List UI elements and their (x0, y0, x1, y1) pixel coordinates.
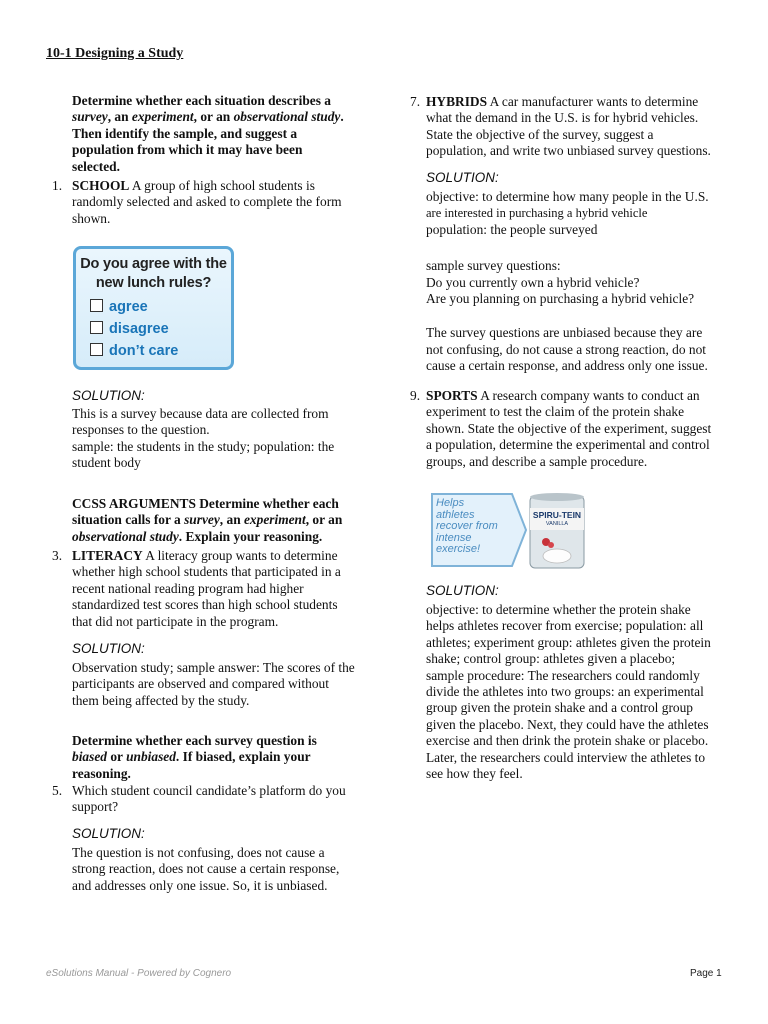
survey-form-image (73, 246, 234, 370)
question-3: LITERACY A literacy group wants to determine whether high school students that participated in a recent national reading program had higher standardized test scores than high school students that did not participate in the program. (72, 548, 341, 629)
survey-option-agree: agree (90, 296, 231, 318)
instructions-block-1: Determine whether each situation describes a survey, an experiment, or an observational study. Then identify the sample, and suggest a population from which it may have been selected. (72, 93, 344, 174)
question-7: HYBRIDS A car manufacturer wants to determine what the demand in the U.S. is for hybrid vehicles. State the objective of the survey, suggest a population, and write two unbiased survey questions. (426, 94, 711, 159)
solution-label: SOLUTION: (426, 583, 499, 598)
question-number: 5. (52, 783, 63, 798)
question-9: SPORTS A research company wants to conduct an experiment to test the claim of the protein shake shown. State the objective of the experiment, suggest a population, determine the experimental and control groups, and describe a sample procedure. (426, 388, 712, 469)
solution-label: SOLUTION: (72, 826, 145, 841)
question-number: 3. (52, 548, 63, 563)
bubble-text: Helps athletes recover from intense exercise! (436, 497, 498, 555)
survey-option-dont-care: don’t care (90, 340, 231, 362)
flavor-label: VANILLA (545, 521, 569, 527)
protein-shake-image (430, 490, 590, 574)
survey-question: Do you agree with the new lunch rules? (80, 256, 227, 291)
solution-5: The question is not confusing, does not cause a strong reaction, does not cause a certain response, and addresses only one issue. So, it is unbiased. (72, 845, 340, 893)
question-number: 9. (410, 388, 421, 403)
question-number: 7. (410, 94, 421, 109)
question-label: SCHOOL (72, 178, 130, 193)
question-number: 1. (52, 178, 63, 193)
checkbox-icon (90, 343, 103, 356)
solution-label: SOLUTION: (72, 388, 145, 403)
brand-label: SPIRU-TEIN (532, 510, 582, 520)
question-5: Which student council candidate’s platform do you support? (72, 783, 346, 815)
solution-label: SOLUTION: (426, 170, 499, 185)
solution-label: SOLUTION: (72, 641, 145, 656)
solution-7: objective: to determine how many people in the U.S. are interested in purchasing a hybrid vehicle population: the people surveyed sample survey questions: Do you currently own a hybrid vehicle? Are you planning on purchasing a hybrid vehicle? The survey questions are unbiased because they are not confusing, do not cause a strong reaction, do not cause a certain response, and address only one issue. (426, 189, 709, 374)
question-label: HYBRIDS (426, 94, 488, 109)
question-1: SCHOOL A group of high school students is randomly selected and asked to complete the form shown. (72, 178, 342, 226)
instructions-block-2: CCSS ARGUMENTS Determine whether each situation calls for a survey, an experiment, or an observational study. Explain your reasoning. (72, 496, 343, 544)
footer-credit: eSolutions Manual - Powered by Cognero (46, 968, 232, 979)
solution-9: objective: to determine whether the protein shake helps athletes recover from exercise; population: all athletes; experiment group: athletes given the protein shake; control group: athletes given a placebo; sample procedure: The researchers could randomly divide the athletes into two groups: an experimental group given the protein shake and a control group given the placebo. Next, they could have the athletes exercise and then drink the protein shake or placebo. Later, the researchers could interview the athletes to see how they feel. (426, 602, 711, 782)
solution-1: This is a survey because data are collected from responses to the question. sample: the students in the study; population: the student body (72, 406, 335, 471)
page-number: Page 1 (690, 968, 722, 979)
question-label: LITERACY (72, 548, 143, 563)
question-label: SPORTS (426, 388, 478, 403)
checkbox-icon (90, 299, 103, 312)
checkbox-icon (90, 321, 103, 334)
survey-option-disagree: disagree (90, 318, 231, 340)
instructions-block-3: Determine whether each survey question is biased or unbiased. If biased, explain your reasoning. (72, 733, 317, 781)
page-title: 10-1 Designing a Study (46, 46, 184, 61)
solution-3: Observation study; sample answer: The scores of the participants are observed and compared without them being affected by the study. (72, 660, 355, 708)
